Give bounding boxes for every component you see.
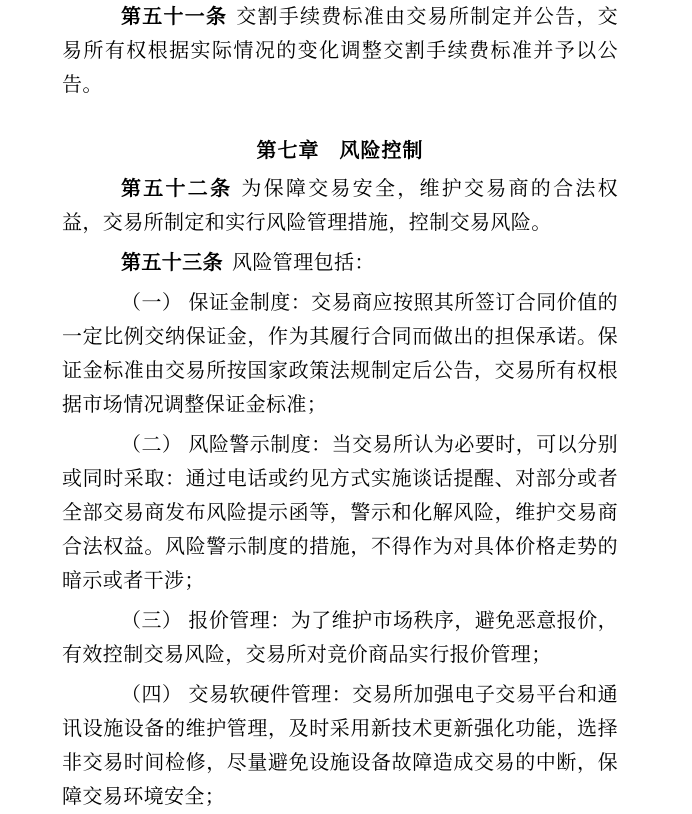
risk-item-1-label: （一） [121,292,183,314]
risk-item-4-label: （四） [121,684,183,706]
article-53-text: 风险管理包括： [232,252,375,274]
risk-item-3 [62,604,618,672]
risk-item-1 [62,286,618,422]
risk-item-3-text: 报价管理：为了维护市场秩序，避免恶意报价，有效控制交易风险，交易所对竞价商品实行报价管理； [62,610,618,666]
risk-item-2 [62,428,618,598]
article-52-text: 为保障交易安全，维护交易商的合法权益，交易所制定和实行风险管理措施，控制交易风险。 [62,178,619,234]
risk-item-2-label: （二） [121,434,183,456]
risk-item-4-text: 交易软硬件管理：交易所加强电子交易平台和通讯设施设备的维护管理，及时采用新技术更新强化功能，选择非交易时间检修，尽量避免设施设备故障造成交易的中断，保障交易环境安全； [62,684,618,808]
risk-item-3-label: （三） [121,610,183,632]
chapter-heading [62,134,618,168]
article-51-paragraph [62,0,618,102]
article-52-number: 第五十二条 [121,178,233,200]
article-51-text: 交割手续费标准由交易所制定并公告，交易所有权根据实际情况的变化调整交割手续费标准并予以公告。 [62,6,619,96]
risk-item-4 [62,678,618,814]
chapter-number: 第七章 [256,140,320,162]
article-52-paragraph [62,172,618,240]
risk-item-2-text: 风险警示制度：当交易所认为必要时，可以分别或同时采取：通过电话或约见方式实施谈话提醒、对部分或者全部交易商发布风险提示函等，警示和化解风险，维护交易商合法权益。风险警示制度的措施，不得作为对具体价格走势的暗示或者干涉； [62,434,618,592]
article-51-number: 第五十一条 [121,6,228,28]
risk-item-1-text: 保证金制度：交易商应按照其所签订合同价值的一定比例交纳保证金，作为其履行合同而做出的担保承诺。保证金标准由交易所按国家政策法规制定后公告，交易所有权根据市场情况调整保证金标准； [62,292,618,416]
chapter-title: 风险控制 [339,140,424,162]
article-53-paragraph [62,246,618,280]
article-53-number: 第五十三条 [121,252,223,274]
